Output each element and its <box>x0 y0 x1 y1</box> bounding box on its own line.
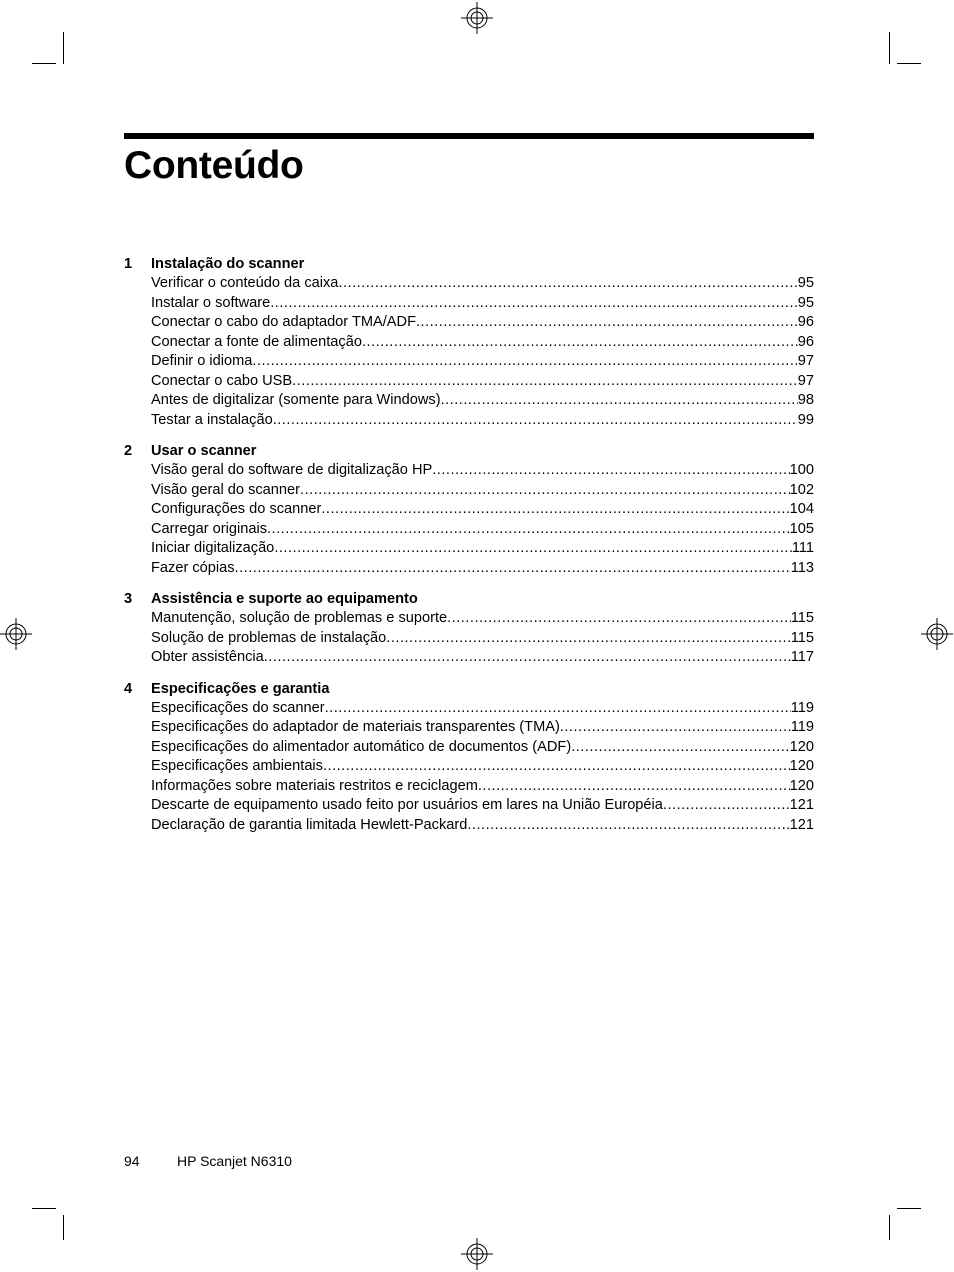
toc-entry[interactable] <box>124 796 814 816</box>
registration-mark-icon <box>461 2 493 34</box>
toc-entry[interactable] <box>124 372 814 392</box>
dot-leader <box>267 520 790 540</box>
crop-mark <box>897 63 921 64</box>
toc-entry-page: 121 <box>789 816 814 833</box>
dot-leader <box>478 777 790 797</box>
page-footer <box>124 1153 292 1169</box>
toc-entry-page: 102 <box>789 481 814 498</box>
crop-mark <box>889 1215 890 1240</box>
crop-mark <box>63 1215 64 1240</box>
toc-entry[interactable] <box>124 352 814 372</box>
dot-leader <box>663 796 790 816</box>
registration-mark-icon <box>0 618 32 650</box>
crop-mark <box>897 1208 921 1209</box>
toc-entry-title: Especificações do adaptador de materiais transparentes (TMA) <box>151 719 560 735</box>
toc-entry-page: 105 <box>789 520 814 537</box>
page-title: Conteúdo <box>124 144 304 187</box>
footer-page-number: 94 <box>124 1153 140 1169</box>
toc-entry[interactable] <box>124 520 814 540</box>
toc-entry-page: 95 <box>797 275 814 291</box>
crop-mark <box>32 1208 56 1209</box>
chapter-number: 2 <box>124 443 133 459</box>
toc-chapter <box>124 679 814 836</box>
toc-entry-title: Especificações do alimentador automático de documentos (ADF) <box>151 738 572 755</box>
toc-entry[interactable] <box>124 539 814 559</box>
dot-leader <box>571 738 789 758</box>
toc-entry-page: 117 <box>790 649 814 665</box>
crop-mark <box>889 32 890 64</box>
toc-entry-title: Manutenção, solução de problemas e suporte <box>151 610 448 626</box>
toc-entry[interactable] <box>124 481 814 501</box>
toc-entry[interactable] <box>124 391 814 411</box>
toc-entry[interactable] <box>124 333 814 353</box>
crop-mark <box>32 63 56 64</box>
toc-entry-page: 96 <box>797 314 814 330</box>
dot-leader <box>292 372 798 392</box>
toc-entry-title: Carregar originais <box>151 520 267 537</box>
toc-entry-title: Visão geral do scanner <box>151 481 301 498</box>
toc-entry-title: Testar a instalação <box>151 411 273 428</box>
toc-entry-page: 120 <box>789 758 814 774</box>
dot-leader <box>386 629 790 649</box>
toc-chapter-heading[interactable] <box>124 589 814 609</box>
toc-entry[interactable] <box>124 313 814 333</box>
dot-leader <box>274 539 792 559</box>
chapter-number: 1 <box>124 256 133 272</box>
dot-leader <box>325 699 791 719</box>
toc-entry-page: 120 <box>789 777 814 794</box>
dot-leader <box>441 391 798 411</box>
dot-leader <box>323 757 790 777</box>
toc-entry-page: 98 <box>797 392 814 408</box>
toc-entry-title: Solução de problemas de instalação <box>151 629 387 646</box>
toc-chapter-heading[interactable] <box>124 254 814 274</box>
toc-entry-page: 115 <box>790 629 814 646</box>
toc-entry-title: Configurações do scanner <box>151 501 322 517</box>
toc-entry-title: Conectar o cabo USB <box>151 372 293 389</box>
toc-entry-page: 111 <box>791 540 814 556</box>
toc-entry[interactable] <box>124 629 814 649</box>
toc-entry-page: 121 <box>789 797 814 813</box>
dot-leader <box>252 352 797 372</box>
dot-leader <box>467 816 789 836</box>
toc-entry-title: Definir o idioma <box>151 353 253 369</box>
toc-entry[interactable] <box>124 500 814 520</box>
toc-chapter <box>124 254 814 430</box>
toc-entry[interactable] <box>124 718 814 738</box>
toc-entry-page: 113 <box>790 559 814 576</box>
toc-entry-title: Iniciar digitalização <box>151 540 275 556</box>
dot-leader <box>362 333 798 353</box>
chapter-title: Especificações e garantia <box>151 680 330 697</box>
toc-entry[interactable] <box>124 274 814 294</box>
toc-entry-title: Declaração de garantia limitada Hewlett-Packard <box>151 816 468 833</box>
toc-entry[interactable] <box>124 559 814 579</box>
dot-leader <box>273 411 798 431</box>
crop-mark <box>63 32 64 64</box>
toc-entry-title: Obter assistência <box>151 649 264 665</box>
dot-leader <box>338 274 797 294</box>
registration-mark-icon <box>921 618 953 650</box>
registration-mark-icon <box>461 1238 493 1270</box>
table-of-contents <box>124 254 814 846</box>
toc-entry[interactable] <box>124 699 814 719</box>
toc-entry-page: 96 <box>797 333 814 350</box>
toc-chapter-heading[interactable] <box>124 441 814 461</box>
dot-leader <box>447 609 791 629</box>
toc-entry-title: Antes de digitalizar (somente para Windows) <box>151 392 441 408</box>
toc-entry-page: 115 <box>790 610 814 626</box>
toc-entry-title: Visão geral do software de digitalização HP <box>151 462 433 478</box>
toc-chapter <box>124 589 814 668</box>
chapter-title: Instalação do scanner <box>151 256 305 272</box>
title-rule <box>124 133 814 139</box>
dot-leader <box>235 559 791 579</box>
toc-entry[interactable] <box>124 777 814 797</box>
toc-entry-page: 97 <box>797 372 814 389</box>
dot-leader <box>416 313 798 333</box>
toc-entry-page: 99 <box>797 411 814 428</box>
dot-leader <box>270 294 798 314</box>
toc-entry-title: Informações sobre materiais restritos e reciclagem <box>151 777 478 794</box>
chapter-title: Usar o scanner <box>151 443 257 459</box>
toc-entry-title: Especificações do scanner <box>151 699 325 716</box>
dot-leader <box>560 718 791 738</box>
chapter-title: Assistência e suporte ao equipamento <box>151 591 418 607</box>
toc-entry[interactable] <box>124 757 814 777</box>
toc-entry-title: Fazer cópias <box>151 559 235 576</box>
toc-entry[interactable] <box>124 294 814 314</box>
dot-leader <box>432 461 789 481</box>
toc-entry-page: 104 <box>789 501 814 517</box>
toc-entry[interactable] <box>124 609 814 629</box>
toc-entry-page: 120 <box>789 738 814 755</box>
toc-entry-title: Instalar o software <box>151 294 271 311</box>
toc-entry-page: 119 <box>790 719 814 735</box>
toc-entry-title: Verificar o conteúdo da caixa <box>151 275 339 291</box>
footer-product-name: HP Scanjet N6310 <box>177 1153 292 1169</box>
chapter-number: 3 <box>124 591 133 607</box>
chapter-number: 4 <box>124 680 133 697</box>
toc-entry-title: Conectar o cabo do adaptador TMA/ADF <box>151 314 416 330</box>
dot-leader <box>300 481 790 501</box>
toc-entry[interactable] <box>124 738 814 758</box>
toc-entry[interactable] <box>124 648 814 668</box>
toc-entry-title: Descarte de equipamento usado feito por usuários em lares na União Européia <box>151 797 663 813</box>
toc-entry[interactable] <box>124 461 814 481</box>
toc-chapter <box>124 441 814 578</box>
toc-entry-title: Conectar a fonte de alimentação <box>151 333 362 350</box>
toc-entry[interactable] <box>124 411 814 431</box>
toc-entry-page: 100 <box>789 462 814 478</box>
toc-entry-page: 97 <box>797 353 814 369</box>
dot-leader <box>321 500 789 520</box>
toc-chapter-heading[interactable] <box>124 679 814 699</box>
toc-entry-page: 119 <box>790 699 814 716</box>
toc-entry[interactable] <box>124 816 814 836</box>
toc-entry-title: Especificações ambientais <box>151 758 323 774</box>
dot-leader <box>264 648 791 668</box>
toc-entry-page: 95 <box>797 294 814 311</box>
